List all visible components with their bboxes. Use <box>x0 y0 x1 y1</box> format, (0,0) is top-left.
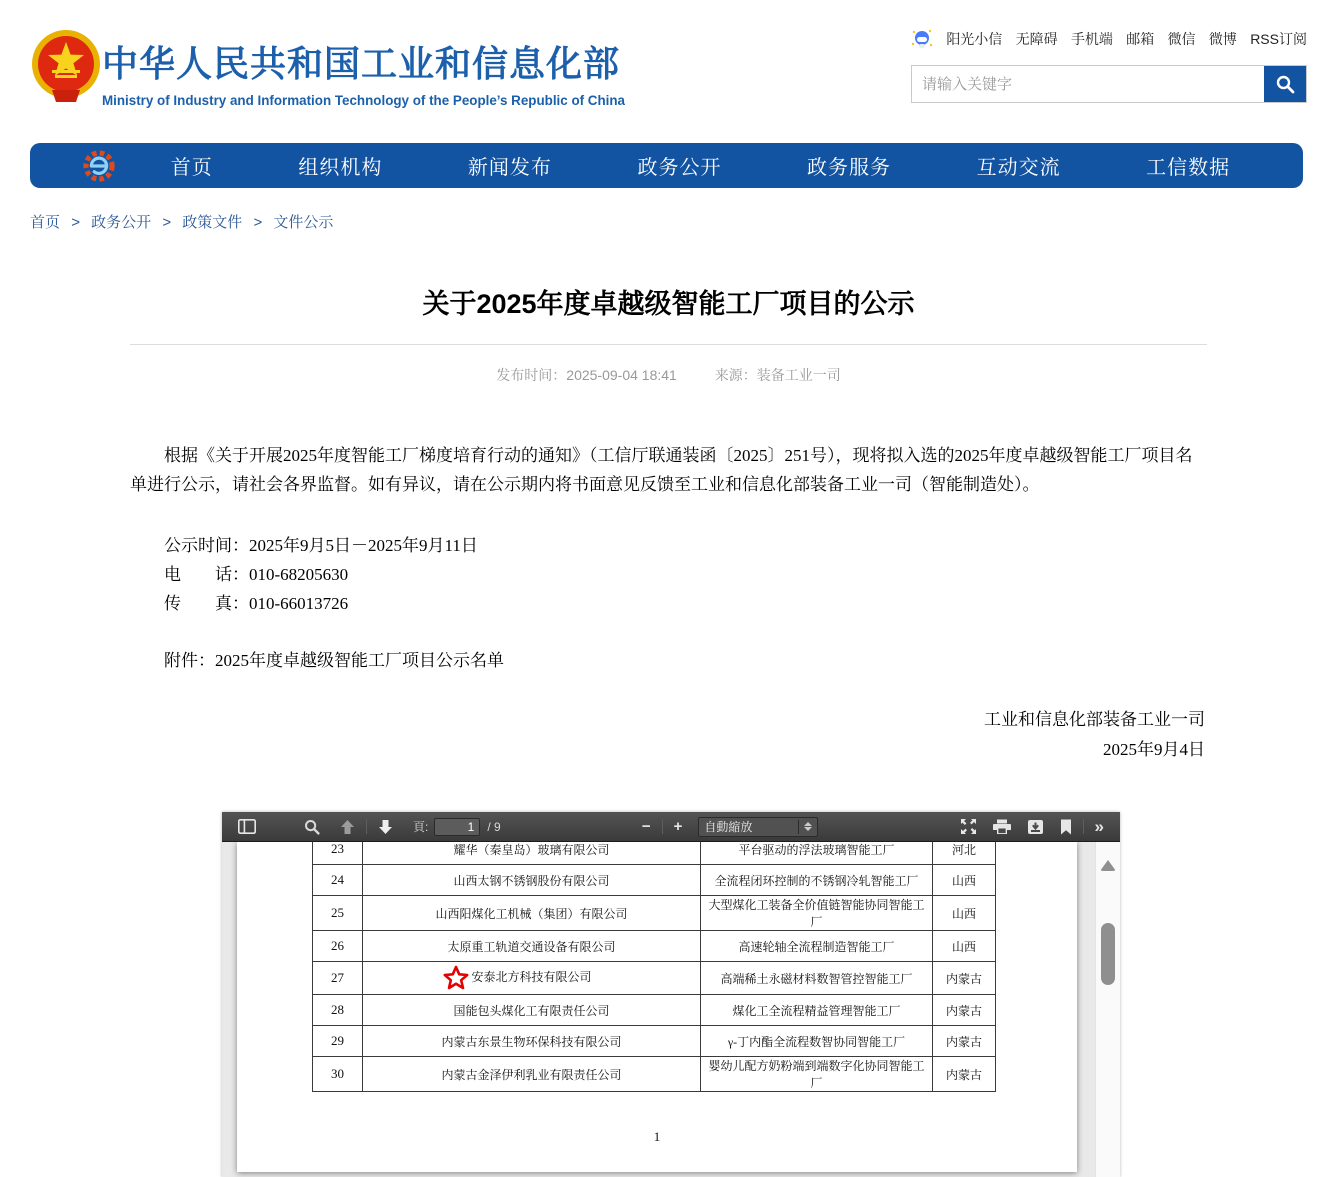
quicklink-rss[interactable]: RSS订阅 <box>1250 31 1307 47</box>
zoom-select[interactable] <box>698 817 818 837</box>
breadcrumb-home[interactable]: 首页 <box>30 214 61 231</box>
quicklink-wechat[interactable]: 微信 <box>1167 31 1196 47</box>
row-project: 高端稀土永磁材料数智管控智能工厂 <box>701 962 933 995</box>
table-row <box>313 1057 996 1092</box>
row-company: 内蒙古金泽伊利乳业有限责任公司 <box>363 1057 701 1092</box>
row-project: 大型煤化工装备全价值链智能协同智能工厂 <box>701 896 933 931</box>
table-row <box>313 1026 996 1057</box>
dropdown-spinner-icon <box>798 820 812 834</box>
fax-line: 传 真：010-66013726 <box>164 594 349 613</box>
table-row-starred <box>313 962 996 995</box>
attachment-label: 附件： <box>164 651 215 670</box>
row-project: 高速轮轴全流程制造智能工厂 <box>701 931 933 962</box>
table-row <box>313 896 996 931</box>
page-label: 頁: <box>413 820 429 834</box>
breadcrumb-separator: > <box>253 214 263 231</box>
pdf-body <box>222 842 1120 1177</box>
toolbar-divider <box>366 819 367 834</box>
row-province: 内蒙古 <box>933 962 996 995</box>
row-project: 煤化工全流程精益管理智能工厂 <box>701 995 933 1026</box>
row-no: 30 <box>313 1057 363 1092</box>
scrollbar-thumb[interactable] <box>1101 923 1115 985</box>
site-subtitle: Ministry of Industry and Information Technology of the People’s Republic of China <box>102 93 625 108</box>
row-project: 婴幼儿配方奶粉端到端数字化协同智能工厂 <box>701 1057 933 1092</box>
breadcrumb-separator: > <box>162 214 172 231</box>
row-no: 25 <box>313 896 363 931</box>
quick-links <box>911 28 1307 50</box>
breadcrumb-policy-docs[interactable]: 政策文件 <box>182 214 243 231</box>
site-title-block <box>102 36 625 108</box>
toolbar-divider <box>662 819 663 834</box>
table-row <box>313 842 996 865</box>
table-row <box>313 931 996 962</box>
breadcrumb-doc-publicity[interactable]: 文件公示 <box>273 214 334 231</box>
national-emblem-icon <box>30 28 102 104</box>
table-row <box>313 865 996 896</box>
robot-mascot-icon <box>911 28 933 50</box>
scroll-up-arrow-icon[interactable] <box>1100 860 1116 871</box>
nav-item-organization[interactable]: 组织机构 <box>298 157 383 179</box>
red-star-annotation-icon <box>443 965 469 990</box>
miit-gear-logo-icon <box>80 147 118 185</box>
nav-item-gov-services[interactable]: 政务服务 <box>807 157 892 179</box>
row-province: 山西 <box>933 865 996 896</box>
download-button[interactable] <box>1023 815 1048 839</box>
print-button[interactable] <box>989 815 1015 839</box>
pdf-scrollbar[interactable] <box>1095 842 1120 1177</box>
find-button[interactable] <box>300 815 324 839</box>
row-company: 内蒙古东景生物环保科技有限公司 <box>363 1026 701 1057</box>
row-company: 太原重工轨道交通设备有限公司 <box>363 931 701 962</box>
title-divider <box>130 344 1207 345</box>
row-no: 24 <box>313 865 363 896</box>
row-project: γ-丁内酯全流程数智协同智能工厂 <box>701 1026 933 1057</box>
presentation-mode-button[interactable] <box>956 815 981 839</box>
more-tools-button[interactable]: » <box>1091 815 1108 839</box>
row-province: 河北 <box>933 842 996 865</box>
site-title: 中华人民共和国工业和信息化部 <box>102 43 621 84</box>
main-nav <box>30 143 1303 188</box>
search-bar <box>911 65 1307 103</box>
nav-item-data[interactable]: 工信数据 <box>1146 157 1231 179</box>
row-company: 耀华（秦皇岛）玻璃有限公司 <box>363 842 701 865</box>
zoom-select-value: 自動縮放 <box>704 820 753 834</box>
page-number-input[interactable] <box>434 818 480 836</box>
search-input[interactable] <box>912 66 1264 102</box>
breadcrumb <box>30 211 1333 232</box>
nav-item-home[interactable]: 首页 <box>170 157 213 179</box>
article-source: 来源：装备工业一司 <box>714 367 841 383</box>
zoom-in-button[interactable]: + <box>670 815 687 839</box>
nav-item-gov-disclosure[interactable]: 政务公开 <box>637 157 722 179</box>
next-page-button[interactable] <box>374 815 397 839</box>
row-province: 山西 <box>933 896 996 931</box>
site-header <box>0 0 1333 131</box>
signature-block <box>130 705 1207 765</box>
nav-item-interaction[interactable]: 互动交流 <box>976 157 1061 179</box>
quicklink-mobile[interactable]: 手机端 <box>1070 31 1113 47</box>
toolbar-divider <box>1083 819 1084 834</box>
row-project: 平台驱动的浮法玻璃智能工厂 <box>701 842 933 865</box>
row-province: 内蒙古 <box>933 1057 996 1092</box>
pdf-viewer <box>222 812 1120 1177</box>
quicklink-mail[interactable]: 邮箱 <box>1126 31 1155 47</box>
row-company: 山西太钢不锈钢股份有限公司 <box>363 865 701 896</box>
row-no: 28 <box>313 995 363 1026</box>
row-project: 全流程闭环控制的不锈钢冷轧智能工厂 <box>701 865 933 896</box>
header-top-area <box>911 28 1307 103</box>
row-company-text: 安泰北方科技有限公司 <box>471 970 592 985</box>
zoom-out-button[interactable]: − <box>638 815 655 839</box>
row-company: 山西阳煤化工机械（集团）有限公司 <box>363 896 701 931</box>
signature-department: 工业和信息化部装备工业一司 <box>984 710 1205 729</box>
page-title: 关于2025年度卓越级智能工厂项目的公示 <box>422 289 915 319</box>
row-company: 国能包头煤化工有限责任公司 <box>363 995 701 1026</box>
row-no: 29 <box>313 1026 363 1057</box>
quicklink-accessibility[interactable]: 无障碍 <box>1015 31 1058 47</box>
breadcrumb-separator: > <box>71 214 80 231</box>
publish-time: 发布时间：2025-09-04 18:41 <box>496 367 677 383</box>
sidebar-toggle-button[interactable] <box>234 815 260 839</box>
row-province: 内蒙古 <box>933 995 996 1026</box>
quicklink-sunshine[interactable]: 阳光小信 <box>946 31 1003 47</box>
bookmark-button[interactable] <box>1056 815 1076 839</box>
pdf-page <box>237 842 1077 1172</box>
row-no: 23 <box>313 842 363 865</box>
nav-items <box>118 151 1303 180</box>
quicklink-weibo[interactable]: 微博 <box>1208 31 1237 47</box>
pdf-page-number: 1 <box>653 1129 661 1144</box>
search-icon <box>1275 74 1295 94</box>
search-button[interactable] <box>1264 66 1306 102</box>
row-no: 27 <box>313 962 363 995</box>
row-province: 内蒙古 <box>933 1026 996 1057</box>
article-body <box>130 441 1207 765</box>
breadcrumb-gov-disclosure[interactable]: 政务公开 <box>91 214 152 231</box>
phone-line: 电 话：010-68205630 <box>164 565 349 584</box>
article-paragraph: 根据《关于开展2025年度智能工厂梯度培育行动的通知》（工信厅联通装函〔2025〕251号），现将拟入选的2025年度卓越级智能工厂项目名单进行公示，请社会各界监督。如有异议，请在公示期内将书面意见反馈至工业和信息化部装备工业一司（智能制造处）。 <box>130 446 1193 494</box>
notice-period-line: 公示时间：2025年9月5日－2025年9月11日 <box>164 536 478 555</box>
smart-factory-table <box>312 842 996 1092</box>
attachment-link[interactable]: 2025年度卓越级智能工厂项目公示名单 <box>215 651 504 670</box>
signature-date: 2025年9月4日 <box>1103 740 1205 759</box>
article <box>130 282 1207 765</box>
attachment-line <box>130 646 1207 675</box>
article-meta <box>130 365 1207 385</box>
table-row <box>313 995 996 1026</box>
nav-item-news[interactable]: 新闻发布 <box>467 157 552 179</box>
previous-page-button[interactable] <box>336 815 359 839</box>
row-no: 26 <box>313 931 363 962</box>
pdf-toolbar <box>222 812 1120 842</box>
page-total: / 9 <box>487 819 501 834</box>
row-province: 山西 <box>933 931 996 962</box>
row-company <box>363 962 701 995</box>
